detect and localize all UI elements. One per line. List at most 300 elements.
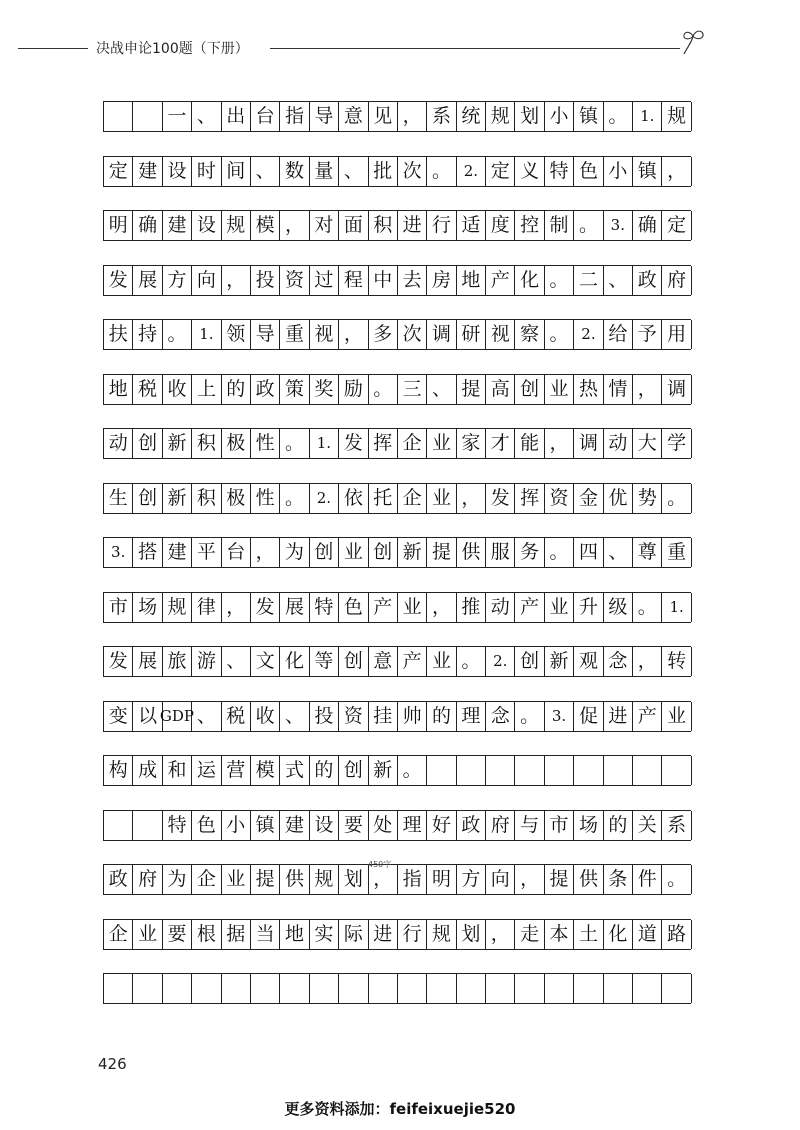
grid-cell: 创: [310, 538, 339, 567]
grid-cell: 、: [604, 266, 633, 295]
grid-cell: 规: [662, 102, 691, 131]
grid-cell: 。: [662, 865, 691, 894]
grid-cell: 搭: [133, 538, 162, 567]
grid-cell: [280, 974, 309, 1003]
grid-cell: 模: [251, 756, 280, 785]
grid-cell: 供: [457, 538, 486, 567]
grid-cell: 设: [163, 157, 192, 186]
grid-cell: 优: [604, 484, 633, 513]
grid-cell: 促: [574, 702, 603, 731]
grid-cell: ，: [545, 429, 574, 458]
grid-cell: 1.: [633, 102, 662, 131]
grid-cell: [369, 974, 398, 1003]
grid-cell: [339, 974, 368, 1003]
grid-cell: 热: [574, 375, 603, 404]
grid-cell: 以: [133, 702, 162, 731]
grid-cell: 理: [398, 811, 427, 840]
grid-cell: 调: [574, 429, 603, 458]
grid-cell: 产: [398, 647, 427, 676]
grid-cell: 间: [222, 157, 251, 186]
grid-cell: 成: [133, 756, 162, 785]
grid-cell: 处: [369, 811, 398, 840]
grid-cell: ，: [251, 538, 280, 567]
grid-cell: 划: [515, 102, 544, 131]
grid-cell: 3.: [545, 702, 574, 731]
grid-cell: 企: [192, 865, 221, 894]
grid-cell: ，: [457, 484, 486, 513]
grid-row: [103, 210, 691, 241]
grid-cell: 的: [427, 702, 456, 731]
grid-cell: 动: [104, 429, 133, 458]
grid-cell: 业: [427, 647, 456, 676]
grid-cell: 能: [515, 429, 544, 458]
grid-cell: 。: [662, 484, 691, 513]
grid-cell: 极: [222, 429, 251, 458]
grid-row: [103, 265, 691, 296]
grid-cell: 收: [163, 375, 192, 404]
grid-cell: 念: [486, 702, 515, 731]
grid-cell: 划: [457, 920, 486, 949]
grid-cell: 创: [133, 484, 162, 513]
grid-cell: 镇: [633, 157, 662, 186]
grid-cell: 展: [133, 647, 162, 676]
grid-cell: 新: [163, 484, 192, 513]
grid-cell: 系: [427, 102, 456, 131]
grid-cell: 调: [427, 320, 456, 349]
grid-cell: [604, 974, 633, 1003]
grid-cell: 积: [192, 429, 221, 458]
grid-cell: 新: [398, 538, 427, 567]
grid-cell: [633, 756, 662, 785]
grid-cell: 提: [427, 538, 456, 567]
grid-cell: 提: [545, 865, 574, 894]
grid-cell: 政: [457, 811, 486, 840]
grid-cell: 积: [192, 484, 221, 513]
grid-cell: 供: [280, 865, 309, 894]
grid-cell: ，: [662, 157, 691, 186]
grid-cell: 时: [192, 157, 221, 186]
grid-cell: 变: [104, 702, 133, 731]
grid-cell: ，: [339, 320, 368, 349]
grid-cell: 1.: [310, 429, 339, 458]
grid-cell: 才: [486, 429, 515, 458]
grid-cell: 收: [251, 702, 280, 731]
grid-cell: 提: [457, 375, 486, 404]
grid-cell: 创: [339, 756, 368, 785]
footer-contact: [0, 1098, 800, 1119]
grid-cell: 重: [280, 320, 309, 349]
grid-cell: 确: [633, 211, 662, 240]
grid-cell: 定: [104, 157, 133, 186]
grid-cell: 明: [427, 865, 456, 894]
grid-cell: 提: [251, 865, 280, 894]
grid-cell: 一: [163, 102, 192, 131]
grid-cell: 建: [133, 157, 162, 186]
grid-cell: [427, 974, 456, 1003]
grid-cell: 服: [486, 538, 515, 567]
grid-cell: 察: [515, 320, 544, 349]
grid-cell: 场: [133, 593, 162, 622]
grid-cell: 数: [280, 157, 309, 186]
grid-cell: 创: [515, 647, 544, 676]
grid-cell: 积: [369, 211, 398, 240]
grid-cell: [192, 974, 221, 1003]
page-number: 426: [98, 1055, 127, 1073]
grid-cell: 意: [369, 647, 398, 676]
grid-cell: 2.: [310, 484, 339, 513]
grid-cell: 。: [574, 211, 603, 240]
grid-cell: 去: [398, 266, 427, 295]
grid-cell: 当: [251, 920, 280, 949]
grid-cell: 、: [251, 157, 280, 186]
grid-cell: [133, 102, 162, 131]
grid-cell: [662, 756, 691, 785]
grid-cell: 创: [133, 429, 162, 458]
grid-cell: 发: [104, 266, 133, 295]
grid-row: [103, 537, 691, 568]
grid-cell: 特: [310, 593, 339, 622]
grid-row: [103, 319, 691, 350]
grid-cell: 走: [515, 920, 544, 949]
grid-cell: 观: [574, 647, 603, 676]
grid-cell: 。: [604, 102, 633, 131]
grid-cell: 营: [222, 756, 251, 785]
grid-cell: 府: [133, 865, 162, 894]
grid-cell: 设: [310, 811, 339, 840]
grid-cell: 业: [222, 865, 251, 894]
grid-cell: 帅: [398, 702, 427, 731]
grid-cell: 产: [486, 266, 515, 295]
grid-cell: 向: [486, 865, 515, 894]
grid-cell: 和: [163, 756, 192, 785]
grid-cell: 量: [310, 157, 339, 186]
grid-cell: ，: [515, 865, 544, 894]
grid-cell: 程: [339, 266, 368, 295]
grid-cell: 极: [222, 484, 251, 513]
grid-cell: 用: [662, 320, 691, 349]
grid-cell: [633, 974, 662, 1003]
grid-cell: 化: [515, 266, 544, 295]
grid-cell: [427, 756, 456, 785]
sprout-icon: [678, 28, 708, 58]
grid-row: [103, 973, 691, 1004]
grid-cell: ，: [222, 266, 251, 295]
grid-cell: [662, 974, 691, 1003]
grid-cell: 励: [339, 375, 368, 404]
grid-cell: 统: [457, 102, 486, 131]
grid-cell: 为: [280, 538, 309, 567]
grid-cell: 、: [604, 538, 633, 567]
grid-cell: 。: [545, 266, 574, 295]
grid-cell: 展: [133, 266, 162, 295]
grid-cell: [574, 756, 603, 785]
grid-cell: 适: [457, 211, 486, 240]
grid-cell: 根: [192, 920, 221, 949]
grid-cell: 、: [222, 647, 251, 676]
grid-cell: 特: [163, 811, 192, 840]
grid-cell: 动: [486, 593, 515, 622]
grid-cell: 资: [545, 484, 574, 513]
grid-cell: 上: [192, 375, 221, 404]
grid-cell: 依: [339, 484, 368, 513]
grid-cell: [133, 974, 162, 1003]
grid-cell: 发: [486, 484, 515, 513]
grid-cell: 税: [133, 375, 162, 404]
grid-cell: 规: [222, 211, 251, 240]
grid-cell: 件: [633, 865, 662, 894]
grid-cell: 生: [104, 484, 133, 513]
grid-cell: [222, 974, 251, 1003]
grid-cell: 台: [251, 102, 280, 131]
grid-row: [103, 864, 691, 895]
grid-row: [103, 374, 691, 405]
grid-cell: 路: [662, 920, 691, 949]
grid-cell: 。: [163, 320, 192, 349]
grid-cell: 小: [545, 102, 574, 131]
grid-cell: 给: [604, 320, 633, 349]
grid-cell: 扶: [104, 320, 133, 349]
grid-cell: 关: [633, 811, 662, 840]
grid-cell: 构: [104, 756, 133, 785]
grid-cell: 高: [486, 375, 515, 404]
grid-cell: 务: [515, 538, 544, 567]
grid-cell: 2.: [574, 320, 603, 349]
grid-cell: 规: [427, 920, 456, 949]
grid-cell: 地: [280, 920, 309, 949]
grid-cell: 导: [310, 102, 339, 131]
grid-cell: 出: [222, 102, 251, 131]
grid-cell: [251, 974, 280, 1003]
grid-cell: 托: [369, 484, 398, 513]
grid-row: [103, 919, 691, 950]
grid-cell: 义: [515, 157, 544, 186]
grid-cell: 条: [604, 865, 633, 894]
grid-cell: 四: [574, 538, 603, 567]
grid-cell: [104, 102, 133, 131]
grid-cell: 业: [545, 375, 574, 404]
grid-row: [103, 428, 691, 459]
grid-cell: [163, 974, 192, 1003]
grid-cell: ，: [369, 865, 398, 894]
grid-row: [103, 646, 691, 677]
grid-cell: 投: [310, 702, 339, 731]
grid-cell: 。: [427, 157, 456, 186]
grid-cell: 学: [662, 429, 691, 458]
grid-cell: 等: [310, 647, 339, 676]
grid-row: [103, 101, 691, 132]
grid-row: [103, 592, 691, 623]
grid-cell: 批: [369, 157, 398, 186]
grid-cell: 业: [339, 538, 368, 567]
grid-cell: 设: [192, 211, 221, 240]
grid-cell: [133, 811, 162, 840]
grid-cell: 镇: [251, 811, 280, 840]
grid-cell: 过: [310, 266, 339, 295]
book-title: 决战申论100题（下册）: [96, 41, 249, 57]
grid-cell: 企: [398, 484, 427, 513]
grid-cell: 要: [163, 920, 192, 949]
grid-cell: 升: [574, 593, 603, 622]
grid-cell: 性: [251, 429, 280, 458]
grid-cell: 划: [339, 865, 368, 894]
grid-cell: 际: [339, 920, 368, 949]
grid-cell: 要: [339, 811, 368, 840]
grid-cell: 据: [222, 920, 251, 949]
grid-cell: [310, 974, 339, 1003]
grid-cell: 控: [515, 211, 544, 240]
grid-cell: 化: [604, 920, 633, 949]
grid-cell: 发: [104, 647, 133, 676]
grid-cell: [545, 974, 574, 1003]
grid-cell: 式: [280, 756, 309, 785]
grid-cell: 挂: [369, 702, 398, 731]
grid-cell: 行: [427, 211, 456, 240]
grid-cell: 建: [280, 811, 309, 840]
grid-row: [103, 156, 691, 187]
grid-cell: 新: [545, 647, 574, 676]
grid-cell: 为: [163, 865, 192, 894]
grid-cell: 。: [515, 702, 544, 731]
grid-cell: 领: [222, 320, 251, 349]
grid-cell: [486, 756, 515, 785]
grid-cell: 地: [457, 266, 486, 295]
grid-cell: 。: [398, 756, 427, 785]
grid-cell: 进: [398, 211, 427, 240]
grid-cell: ，: [398, 102, 427, 131]
grid-cell: 好: [427, 811, 456, 840]
grid-cell: 性: [251, 484, 280, 513]
grid-cell: 方: [457, 865, 486, 894]
grid-cell: 府: [486, 811, 515, 840]
grid-cell: 业: [545, 593, 574, 622]
grid-cell: 政: [633, 266, 662, 295]
grid-cell: 规: [486, 102, 515, 131]
grid-cell: 土: [574, 920, 603, 949]
grid-cell: 二: [574, 266, 603, 295]
grid-cell: ，: [633, 375, 662, 404]
grid-cell: [515, 756, 544, 785]
grid-cell: 家: [457, 429, 486, 458]
grid-cell: 尊: [633, 538, 662, 567]
grid-cell: 、: [280, 702, 309, 731]
grid-cell: 的: [604, 811, 633, 840]
grid-cell: 旅: [163, 647, 192, 676]
grid-cell: 本: [545, 920, 574, 949]
grid-cell: 策: [280, 375, 309, 404]
grid-cell: 明: [104, 211, 133, 240]
grid-cell: 资: [280, 266, 309, 295]
grid-cell: 进: [369, 920, 398, 949]
grid-cell: 地: [104, 375, 133, 404]
grid-cell: 特: [545, 157, 574, 186]
grid-cell: [457, 756, 486, 785]
grid-cell: 定: [662, 211, 691, 240]
grid-cell: 理: [457, 702, 486, 731]
grid-cell: 推: [457, 593, 486, 622]
grid-cell: 金: [574, 484, 603, 513]
grid-cell: 重: [662, 538, 691, 567]
grid-cell: 规: [163, 593, 192, 622]
grid-cell: 的: [310, 756, 339, 785]
grid-cell: 创: [339, 647, 368, 676]
grid-cell: 1.: [192, 320, 221, 349]
grid-cell: 化: [280, 647, 309, 676]
grid-cell: 确: [133, 211, 162, 240]
grid-row: [103, 810, 691, 841]
grid-cell: 、: [427, 375, 456, 404]
grid-cell: 。: [545, 538, 574, 567]
grid-cell: 定: [486, 157, 515, 186]
grid-cell: 系: [662, 811, 691, 840]
grid-cell: 场: [574, 811, 603, 840]
grid-cell: GDP: [163, 702, 192, 731]
grid-cell: [574, 974, 603, 1003]
grid-cell: 新: [163, 429, 192, 458]
grid-cell: 。: [545, 320, 574, 349]
grid-cell: 。: [369, 375, 398, 404]
grid-cell: 税: [222, 702, 251, 731]
grid-cell: 。: [280, 429, 309, 458]
grid-cell: ，: [222, 593, 251, 622]
grid-cell: 挥: [369, 429, 398, 458]
grid-cell: 方: [163, 266, 192, 295]
grid-cell: 产: [515, 593, 544, 622]
grid-cell: 展: [280, 593, 309, 622]
header-rule-right: [270, 48, 680, 49]
page-header: [0, 36, 800, 60]
grid-cell: ，: [486, 920, 515, 949]
grid-cell: 与: [515, 811, 544, 840]
grid-cell: 念: [604, 647, 633, 676]
grid-cell: [398, 974, 427, 1003]
grid-cell: 律: [192, 593, 221, 622]
grid-cell: 的: [222, 375, 251, 404]
grid-cell: 大: [633, 429, 662, 458]
grid-row: [103, 701, 691, 732]
grid-cell: 、: [192, 102, 221, 131]
grid-cell: ，: [427, 593, 456, 622]
grid-cell: 2.: [486, 647, 515, 676]
grid-cell: 2.: [457, 157, 486, 186]
grid-cell: 向: [192, 266, 221, 295]
grid-cell: 。: [280, 484, 309, 513]
grid-cell: 、: [192, 702, 221, 731]
grid-cell: 调: [662, 375, 691, 404]
grid-cell: 3.: [104, 538, 133, 567]
grid-cell: 进: [604, 702, 633, 731]
grid-cell: 指: [398, 865, 427, 894]
grid-cell: 创: [515, 375, 544, 404]
grid-cell: 度: [486, 211, 515, 240]
grid-cell: 模: [251, 211, 280, 240]
grid-cell: 研: [457, 320, 486, 349]
grid-row: [103, 483, 691, 514]
grid-cell: 文: [251, 647, 280, 676]
grid-cell: 业: [427, 429, 456, 458]
grid-cell: 指: [280, 102, 309, 131]
grid-cell: 级: [604, 593, 633, 622]
grid-cell: 房: [427, 266, 456, 295]
grid-cell: 企: [104, 920, 133, 949]
grid-cell: 视: [486, 320, 515, 349]
grid-cell: 小: [604, 157, 633, 186]
grid-cell: 投: [251, 266, 280, 295]
grid-cell: 予: [633, 320, 662, 349]
grid-cell: [104, 811, 133, 840]
grid-cell: ，: [280, 211, 309, 240]
grid-cell: 色: [574, 157, 603, 186]
grid-cell: 创: [369, 538, 398, 567]
